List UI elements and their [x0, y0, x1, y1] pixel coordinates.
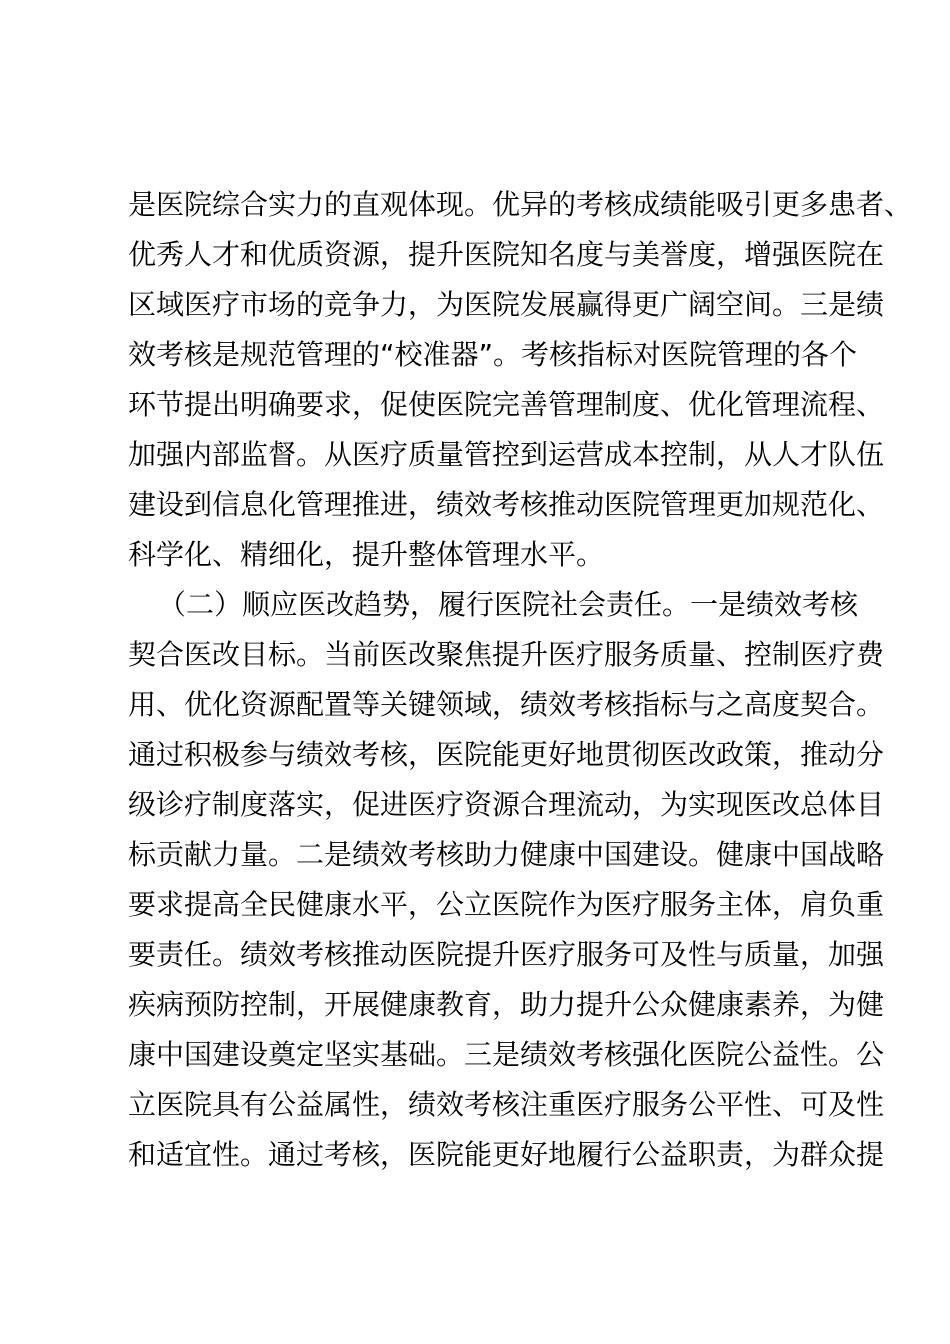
text-line: 契合医改目标。当前医改聚焦提升医疗服务质量、控制医疗费	[128, 638, 885, 671]
text-line: 疾病预防控制，开展健康教育，助力提升公众健康素养，为健	[128, 988, 885, 1021]
text-line: 加强内部监督。从医疗质量管控到运营成本控制，从人才队伍	[128, 438, 885, 471]
text-line: 效考核是规范管理的“校准器”。考核指标对医院管理的各个	[128, 338, 858, 371]
section-heading-line: （二）顺应医改趋势，履行医院社会责任。一是绩效考核	[158, 588, 859, 621]
text-line: 环节提出明确要求，促使医院完善管理制度、优化管理流程、	[128, 388, 885, 421]
text-line: 通过积极参与绩效考核，医院能更好地贯彻医改政策，推动分	[128, 738, 885, 771]
text-line: 用、优化资源配置等关键领域，绩效考核指标与之高度契合。	[128, 688, 885, 721]
text-line: 要求提高全民健康水平，公立医院作为医疗服务主体，肩负重	[128, 888, 885, 921]
text-line: 级诊疗制度落实，促进医疗资源合理流动，为实现医改总体目	[128, 788, 885, 821]
text-line: 区域医疗市场的竞争力，为医院发展赢得更广阔空间。三是绩	[128, 288, 885, 321]
text-line: 科学化、精细化，提升整体管理水平。	[128, 538, 605, 571]
text-line: 康中国建设奠定坚实基础。三是绩效考核强化医院公益性。公	[128, 1038, 885, 1071]
text-line: 要责任。绩效考核推动医院提升医疗服务可及性与质量，加强	[128, 938, 885, 971]
text-line: 是医院综合实力的直观体现。优异的考核成绩能吸引更多患者、	[128, 188, 913, 221]
text-line: 和适宜性。通过考核，医院能更好地履行公益职责，为群众提	[128, 1138, 885, 1171]
text-line: 优秀人才和优质资源，提升医院知名度与美誉度，增强医院在	[128, 238, 885, 271]
text-line: 建设到信息化管理推进，绩效考核推动医院管理更加规范化、	[128, 488, 885, 521]
text-line: 标贡献力量。二是绩效考核助力健康中国建设。健康中国战略	[128, 838, 885, 871]
text-line: 立医院具有公益属性，绩效考核注重医疗服务公平性、可及性	[128, 1088, 885, 1121]
